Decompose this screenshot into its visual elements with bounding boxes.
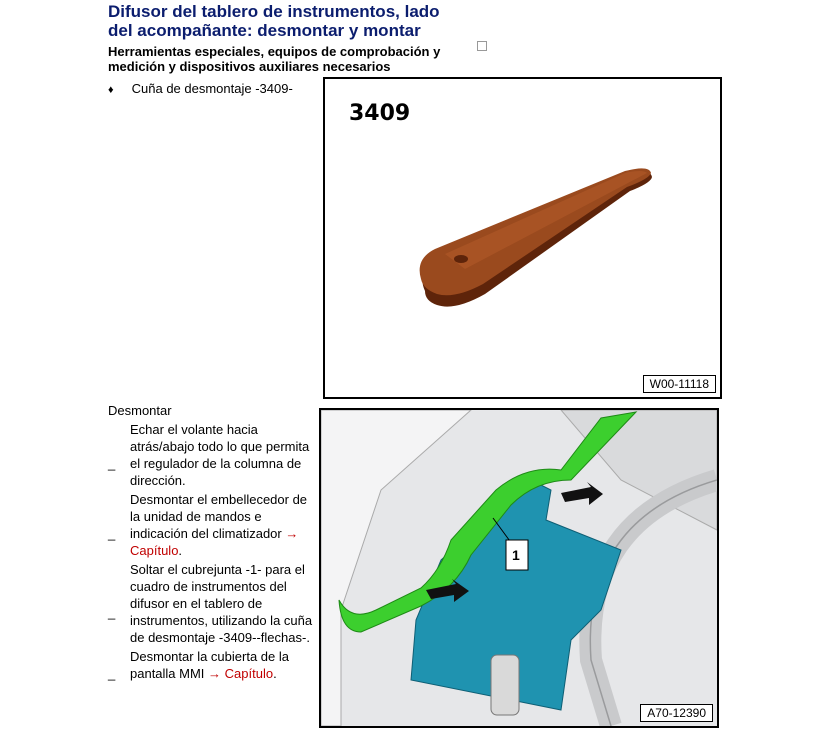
step-suffix: .: [273, 666, 277, 681]
section-label: Desmontar: [108, 403, 172, 418]
tool-list-item: [108, 81, 293, 96]
step-text: Echar el volante hacia atrás/abajo todo lo que permita el regulador de la columna de dirección.: [130, 422, 310, 488]
tool-label: Cuña de desmontaje -3409-: [131, 81, 293, 96]
chapter-link[interactable]: → Capítulo: [208, 666, 274, 681]
diamond-bullet-icon: ♦: [108, 84, 114, 96]
dashboard-figure: [319, 408, 719, 728]
dash-bullet-icon: _: [108, 666, 116, 681]
step-item: [108, 491, 313, 559]
callout-label: 1: [512, 547, 520, 563]
tools-heading: Herramientas especiales, equipos de comprobación y medición y dispositivos auxiliares necesarios: [108, 44, 441, 74]
dash-bullet-icon: _: [108, 604, 116, 620]
figure-code: W00-11118: [643, 375, 716, 393]
step-item: [108, 421, 313, 489]
tool-part-number: 3409: [349, 101, 411, 126]
step-item: [108, 648, 313, 682]
tool-figure: [323, 77, 722, 399]
step-list: [108, 421, 313, 684]
step-text: Desmontar el embellecedor de la unidad de mandos e indicación del climatizador: [130, 492, 308, 541]
step-text: Desmontar la cubierta de la pantalla MMI: [130, 649, 289, 681]
page-title: Difusor del tablero de instrumentos, lado del acompañante: desmontar y montar: [108, 2, 440, 40]
checkbox-icon[interactable]: [477, 41, 487, 51]
dash-bullet-icon: _: [108, 456, 116, 471]
step-suffix: .: [178, 543, 183, 558]
step-item: [108, 561, 313, 646]
step-text: Soltar el cubrejunta -1- para el cuadro de instrumentos del difusor en el tablero de instrumentos, utilizando la cuña de desmontaje -3409--flechas-.: [130, 562, 313, 645]
dash-bullet-icon: _: [108, 526, 116, 541]
figure-code: A70-12390: [640, 704, 713, 722]
wedge-tool-illustration: [325, 79, 720, 397]
chapter-link[interactable]: → Capítulo: [130, 526, 299, 558]
dashboard-illustration: [321, 410, 717, 726]
